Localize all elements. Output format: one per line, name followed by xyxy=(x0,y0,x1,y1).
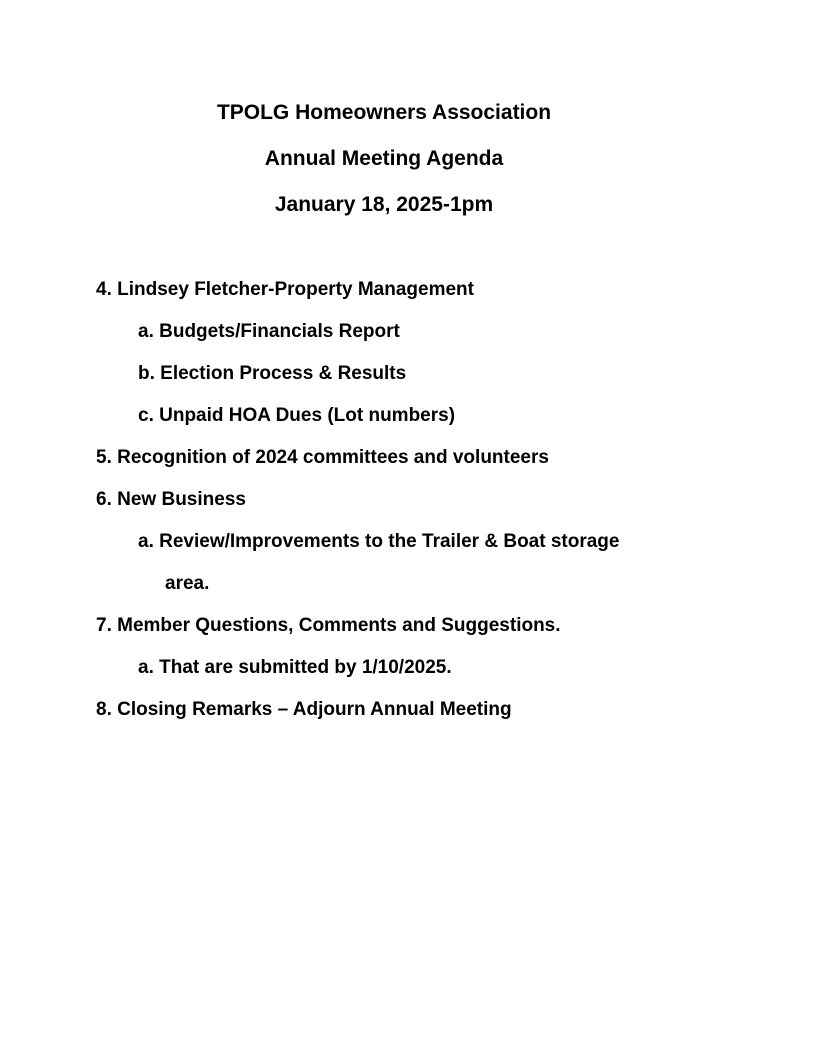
agenda-item-5: 5. Recognition of 2024 committees and volunteers xyxy=(96,447,549,468)
agenda-subitem-4c: c. Unpaid HOA Dues (Lot numbers) xyxy=(138,405,456,426)
meeting-date-time: January 18, 2025-1pm xyxy=(274,193,494,216)
agenda-subitem-6a: a. Review/Improvements to the Trailer & Boat storage xyxy=(138,531,620,552)
agenda-item-7: 7. Member Questions, Comments and Suggestions. xyxy=(96,615,561,636)
agenda-subitem-7a: a. That are submitted by 1/10/2025. xyxy=(138,657,452,678)
agenda-subitem-4a: a. Budgets/Financials Report xyxy=(138,321,400,342)
agenda-item-8: 8. Closing Remarks – Adjourn Annual Meeting xyxy=(96,699,512,720)
agenda-subitem-6a-continuation: area. xyxy=(165,573,210,594)
agenda-item-6: 6. New Business xyxy=(96,489,246,510)
document-title: Annual Meeting Agenda xyxy=(264,147,504,170)
agenda-item-4: 4. Lindsey Fletcher-Property Management xyxy=(96,279,474,300)
agenda-subitem-4b: b. Election Process & Results xyxy=(138,363,407,384)
organization-title: TPOLG Homeowners Association xyxy=(216,101,552,124)
